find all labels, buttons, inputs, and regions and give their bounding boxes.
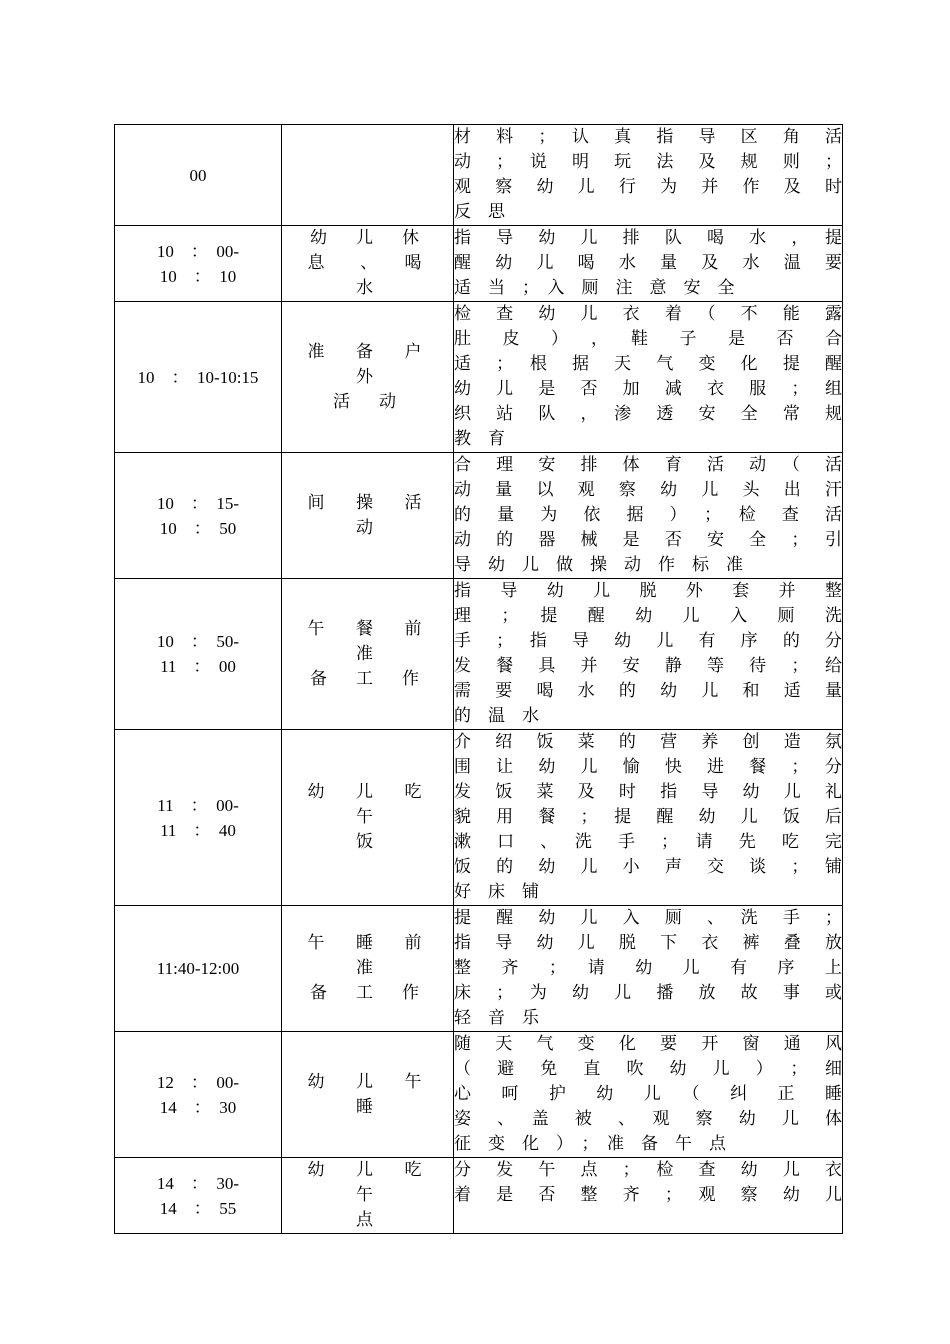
schedule-row [115, 226, 843, 302]
description-line: 动 量 以 观 察 幼 儿 头 出 汗 [454, 480, 842, 500]
description-line: 适 当 ； 入 厕 注 意 安 全 [454, 278, 735, 298]
time-text: 11 ： 00- [157, 795, 239, 815]
description-line: 着 是 否 整 齐 ； 观 察 幼 儿 [454, 1185, 842, 1205]
description-line: 分 发 午 点 ； 检 查 幼 儿 衣 [454, 1160, 842, 1180]
description-line: 理 ； 提 醒 幼 儿 入 厕 洗 [454, 606, 842, 626]
description-cell [454, 302, 843, 453]
activity-text: 午 睡 前 准 [307, 933, 451, 978]
activity-cell [282, 579, 454, 730]
description-line: 幼 儿 是 否 加 减 衣 服 ； 组 [454, 379, 842, 399]
description-cell [454, 125, 843, 226]
activity-text: 备 工 作 [310, 983, 425, 1003]
description-line: 需 要 喝 水 的 幼 儿 和 适 量 [454, 681, 842, 701]
description-line: 手 ； 指 导 幼 儿 有 序 的 分 [454, 631, 842, 651]
description-line: 肚 皮 ） ， 鞋 子 是 否 合 [454, 329, 842, 349]
activity-text: 幼 儿 吃 午 [307, 782, 451, 827]
activity-cell [282, 453, 454, 579]
description-line: 围 让 幼 儿 愉 快 进 餐 ； 分 [454, 757, 842, 777]
description-cell [454, 579, 843, 730]
description-line: 床 ； 为 幼 儿 播 放 故 事 或 [454, 983, 842, 1003]
description-line: 织 站 队 ， 渗 透 安 全 常 规 [454, 404, 842, 424]
description-cell [454, 730, 843, 906]
time-text: 10 ： 50- [156, 632, 240, 651]
time-text: 11 ： 00 [160, 657, 236, 676]
time-cell [115, 1032, 282, 1158]
activity-text: 准 备 户 外 [307, 341, 451, 387]
schedule-row [115, 730, 843, 906]
time-cell [115, 453, 282, 579]
time-text: 10 ： 10 [159, 266, 237, 286]
description-line: 饭 的 幼 儿 小 声 交 谈 ； 铺 [454, 857, 842, 877]
time-cell [115, 302, 282, 453]
description-line: 轻 音 乐 [454, 1008, 539, 1028]
schedule-row [115, 1158, 843, 1234]
time-cell [115, 579, 282, 730]
activity-text: 午 餐 前 准 [307, 618, 451, 664]
description-line: 指 导 幼 儿 脱 下 衣 裤 叠 放 [454, 933, 842, 953]
schedule-row [115, 906, 843, 1032]
description-line: 的 量 为 依 据 ） ； 检 查 活 [454, 505, 842, 525]
description-line: 好 床 铺 [454, 882, 539, 902]
time-cell [115, 730, 282, 906]
description-line: 动 的 器 械 是 否 安 全 ； 引 [454, 530, 842, 550]
activity-cell [282, 906, 454, 1032]
activity-text: 间 操 活 动 [307, 492, 451, 538]
description-line: 征 变 化 ） ； 准 备 午 点 [454, 1134, 726, 1154]
time-text: 14 ： 30- [156, 1173, 240, 1193]
activity-cell [282, 1158, 454, 1234]
description-line: 合 理 安 排 体 育 活 动 （ 活 [454, 455, 842, 475]
description-cell [454, 453, 843, 579]
description-line: 指 导 幼 儿 排 队 喝 水 ， 提 [454, 228, 842, 248]
description-line: 介 绍 饭 菜 的 营 养 创 造 氛 [454, 732, 842, 752]
description-line: 动 ； 说 明 玩 法 及 规 则 ； [454, 152, 842, 172]
activity-text: 点 [356, 1210, 379, 1230]
activity-cell [282, 226, 454, 302]
time-cell [115, 1158, 282, 1234]
activity-text: 活 动 [333, 391, 402, 412]
activity-text: 幼 儿 休 [310, 228, 425, 248]
activity-cell [282, 302, 454, 453]
description-cell [454, 226, 843, 302]
activity-cell [282, 125, 454, 226]
description-line: 导 幼 儿 做 操 动 作 标 准 [454, 555, 743, 575]
activity-cell [282, 1032, 454, 1158]
time-text: 10 ： 10-10:15 [137, 367, 259, 387]
description-line: 发 餐 具 并 安 静 等 待 ； 给 [454, 656, 842, 676]
schedule-row [115, 125, 843, 226]
activity-cell [282, 730, 454, 906]
description-cell [454, 1032, 843, 1158]
time-text: 10 ： 15- [156, 493, 240, 513]
activity-text: 幼 儿 午 睡 [307, 1071, 451, 1117]
schedule-body [115, 125, 843, 1234]
description-line: 提 醒 幼 儿 入 厕 、 洗 手 ； [454, 908, 842, 928]
time-text: 11:40-12:00 [156, 959, 240, 978]
time-text: 10 ： 00- [156, 241, 240, 261]
time-cell [115, 226, 282, 302]
time-text: 10 ： 50 [159, 518, 237, 538]
description-line: 观 察 幼 儿 行 为 并 作 及 时 [454, 177, 842, 197]
schedule-row [115, 579, 843, 730]
schedule-row [115, 453, 843, 579]
time-cell [115, 906, 282, 1032]
description-cell [454, 1158, 843, 1234]
description-line: 心 呵 护 幼 儿 （ 纠 正 睡 [454, 1084, 842, 1104]
description-line: 适 ； 根 据 天 气 变 化 提 醒 [454, 354, 842, 374]
description-line: 随 天 气 变 化 要 开 窗 通 风 [454, 1034, 842, 1054]
schedule-row [115, 302, 843, 453]
description-line: 漱 口 、 洗 手 ； 请 先 吃 完 [454, 832, 842, 852]
description-line: 教 育 [454, 429, 505, 449]
description-cell [454, 906, 843, 1032]
description-line: 材 料 ； 认 真 指 导 区 角 活 [454, 127, 842, 147]
description-line: 的 温 水 [454, 706, 539, 726]
description-line: 反 思 [454, 202, 505, 222]
description-line: 貌 用 餐 ； 提 醒 幼 儿 饭 后 [454, 807, 842, 827]
description-line: 醒 幼 儿 喝 水 量 及 水 温 要 [454, 253, 842, 273]
activity-text: 幼 儿 吃 午 [307, 1160, 451, 1205]
time-text: 11 ： 40 [160, 820, 236, 840]
activity-text: 饭 [356, 832, 379, 852]
description-line: 检 查 幼 儿 衣 着 （ 不 能 露 [454, 304, 842, 324]
time-text: 14 ： 55 [159, 1198, 237, 1218]
schedule-table [114, 124, 843, 1234]
schedule-row [115, 1032, 843, 1158]
time-cell [115, 125, 282, 226]
activity-text: 备 工 作 [310, 668, 425, 689]
activity-text: 息 、 喝 水 [307, 253, 451, 298]
time-text: 14 ： 30 [159, 1097, 237, 1117]
description-line: （ 避 免 直 吹 幼 儿 ） ； 细 [454, 1059, 842, 1079]
time-text: 00 [189, 165, 207, 185]
time-text: 12 ： 00- [156, 1072, 240, 1092]
description-line: 发 饭 菜 及 时 指 导 幼 儿 礼 [454, 782, 842, 802]
description-line: 指 导 幼 儿 脱 外 套 并 整 [454, 581, 842, 601]
description-line: 姿 、 盖 被 、 观 察 幼 儿 体 [454, 1109, 842, 1129]
description-line: 整 齐 ； 请 幼 儿 有 序 上 [454, 958, 842, 978]
